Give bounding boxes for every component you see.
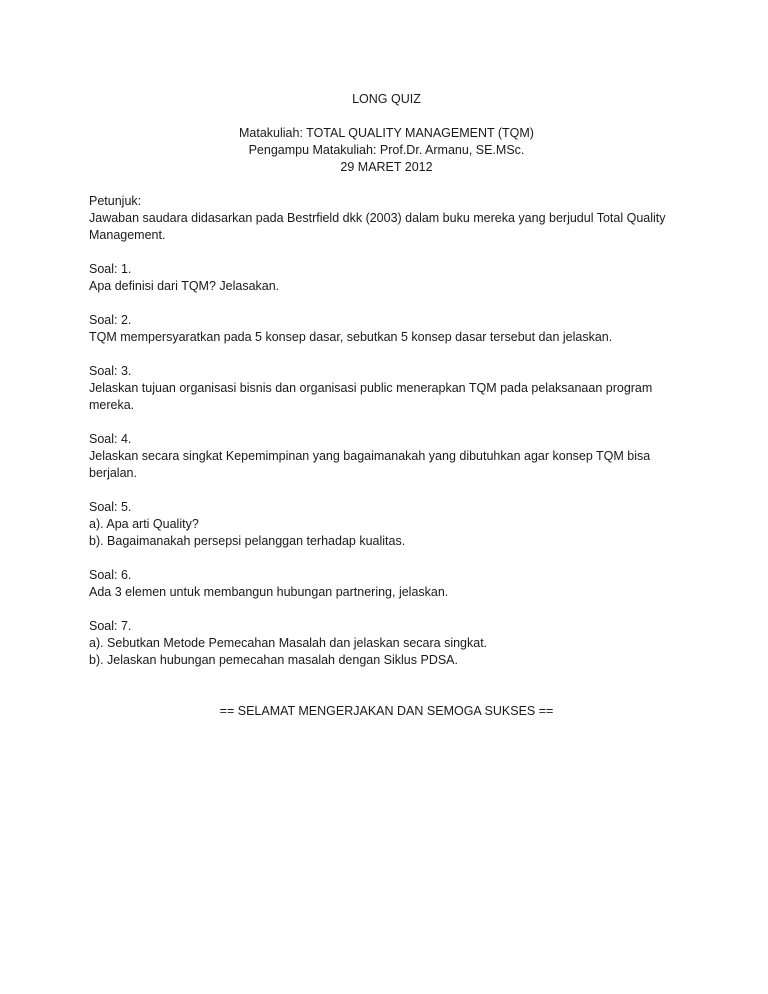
question-label: Soal: 5. — [89, 500, 132, 514]
question-text: Ada 3 elemen untuk membangun hubungan partnering, jelaskan. — [89, 585, 449, 599]
question-label: Soal: 2. — [89, 313, 132, 327]
question-text-a: a). Apa arti Quality? — [89, 517, 199, 531]
question-label: Soal: 1. — [89, 262, 132, 276]
question-5 — [89, 499, 684, 550]
question-text: Jelaskan tujuan organisasi bisnis dan organisasi public menerapkan TQM pada pelaksanaan program mereka. — [89, 381, 653, 412]
question-label: Soal: 7. — [89, 619, 132, 633]
question-1 — [89, 261, 684, 295]
question-6 — [89, 567, 684, 601]
instructions-label: Petunjuk: — [89, 194, 142, 208]
question-3 — [89, 363, 684, 414]
instructions-section — [89, 193, 684, 244]
question-2 — [89, 312, 684, 346]
question-4 — [89, 431, 684, 482]
instructions-text: Jawaban saudara didasarkan pada Bestrfield dkk (2003) dalam buku mereka yang berjudul Total Quality Management. — [89, 211, 666, 242]
question-text: Apa definisi dari TQM? Jelasakan. — [89, 279, 280, 293]
quiz-date: 29 MARET 2012 — [340, 160, 433, 174]
document-body — [89, 91, 684, 720]
lecturer-name: Pengampu Matakuliah: Prof.Dr. Armanu, SE.MSc. — [248, 143, 525, 157]
document-title: LONG QUIZ — [352, 92, 421, 106]
question-label: Soal: 4. — [89, 432, 132, 446]
question-label: Soal: 6. — [89, 568, 132, 582]
question-text-b: b). Jelaskan hubungan pemecahan masalah dengan Siklus PDSA. — [89, 653, 458, 667]
closing-message: == SELAMAT MENGERJAKAN DAN SEMOGA SUKSES == — [219, 704, 554, 718]
question-text-a: a). Sebutkan Metode Pemecahan Masalah dan jelaskan secara singkat. — [89, 636, 488, 650]
course-header — [89, 125, 684, 176]
question-text: Jelaskan secara singkat Kepemimpinan yang bagaimanakah yang dibutuhkan agar konsep TQM bisa berjalan. — [89, 449, 651, 480]
question-7 — [89, 618, 684, 669]
question-label: Soal: 3. — [89, 364, 132, 378]
question-text: TQM mempersyaratkan pada 5 konsep dasar, sebutkan 5 konsep dasar tersebut dan jelaskan. — [89, 330, 613, 344]
question-text-b: b). Bagaimanakah persepsi pelanggan terhadap kualitas. — [89, 534, 406, 548]
course-name: Matakuliah: TOTAL QUALITY MANAGEMENT (TQM) — [239, 126, 534, 140]
